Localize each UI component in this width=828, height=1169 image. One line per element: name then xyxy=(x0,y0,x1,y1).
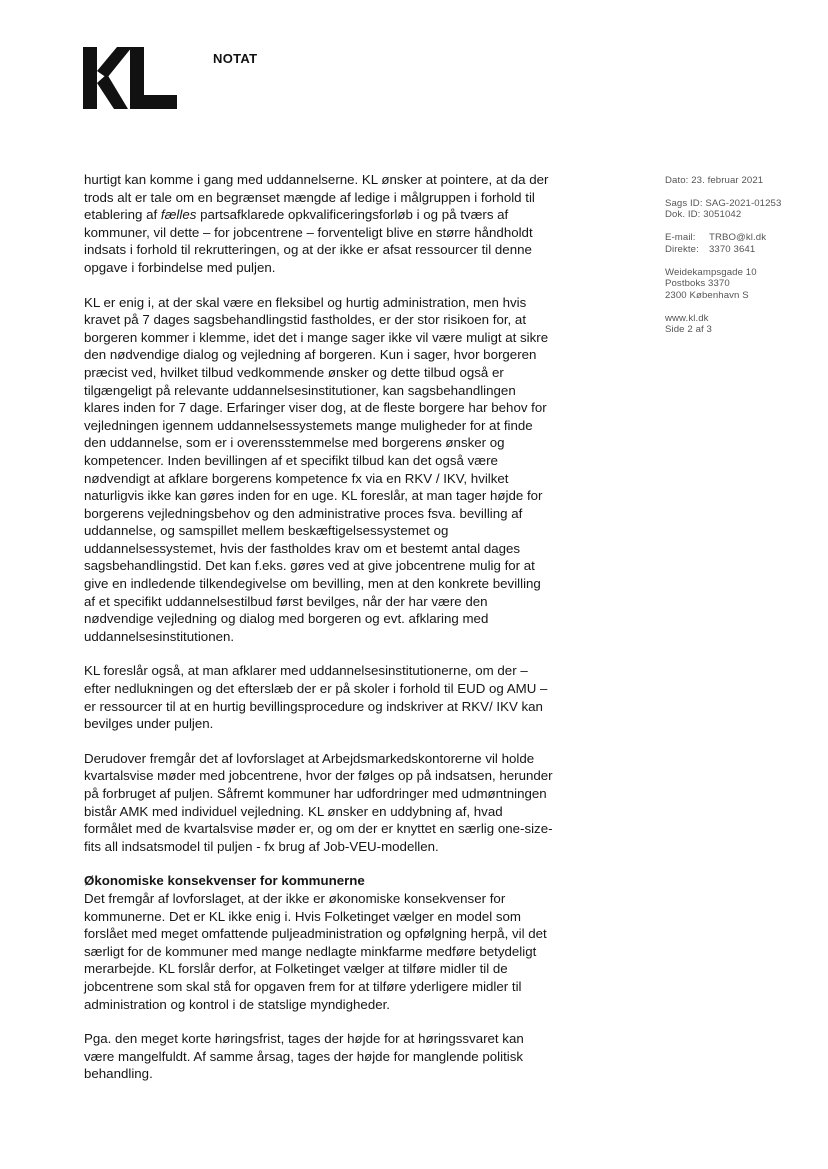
id-group xyxy=(665,198,815,221)
address-line-3: 2300 København S xyxy=(665,289,749,301)
dok-id-label: Dok. ID: xyxy=(665,209,701,221)
paragraph-1-emphasis: fælles xyxy=(160,207,197,223)
direkte-label: Direkte: xyxy=(665,243,699,255)
direkte-row xyxy=(665,244,815,256)
email-row xyxy=(665,232,815,244)
document-metadata xyxy=(665,175,815,347)
kl-logo xyxy=(83,47,177,109)
direkte-phone: 3370 3641 xyxy=(709,243,756,255)
email-link[interactable]: TRBO@kl.dk xyxy=(709,232,767,244)
sags-id-label: Sags ID: xyxy=(665,197,703,209)
document-body xyxy=(84,171,554,1100)
contact-group xyxy=(665,232,815,255)
dok-id: 3051042 xyxy=(703,209,742,221)
paragraph-1 xyxy=(84,171,554,277)
website-link[interactable]: www.kl.dk xyxy=(665,312,709,324)
address-line-1: Weidekampsgade 10 xyxy=(665,266,757,278)
paragraph-5: Det fremgår af lovforslaget, at der ikke er økonomiske konsekvenser for kommunerne. Det er KL ikke enig i. Hvis Folketinget vælger en model som forslået med meget omfattende puljeadministration og opfølgning herpå, vil det særligt for de kommuner med mange nedlagte minkfarme medføre betydeligt merarbejde. KL forslår derfor, at Folketinget vælger at tilføre midler til de jobcentrene som skal stå for opgaven frem for at tilføre yderligere midler til administration og kontrol i de statslige myndigheder. xyxy=(84,890,547,1012)
document-type: NOTAT xyxy=(213,51,258,66)
address-line-2: Postboks 3370 xyxy=(665,278,730,290)
dok-id-row xyxy=(665,209,815,221)
page-number: Side 2 af 3 xyxy=(665,324,712,336)
date-group xyxy=(665,175,815,187)
address-group xyxy=(665,267,815,302)
date: Dato: 23. februar 2021 xyxy=(665,175,764,186)
sags-id: SAG-2021-01253 xyxy=(705,197,782,209)
paragraph-4: Derudover fremgår det af lovforslaget at Arbejdsmarkedskontorerne vil holde kvartalsvise møder med jobcentrene, hvor der følges op på indsatsen, herunder på forbruget af puljen. Såfremt kommuner har udfordringer med udmøntningen bistår AMK med individuel vejledning. KL ønsker en uddybning af, hvad formålet med de kvartalsvise møder er, og om der er knyttet en særlig one-size-fits all indsatsmodel til puljen - fx brug af Job-VEU-modellen. xyxy=(84,750,553,854)
paragraph-1-part-b: partsafklarede opkvalificeringsforløb i og på tværs af kommuner, vil dette – for jobcentrene – forventeligt blive en større håndholdt indsats i forhold til rekrutteringen, og at der ikke er afsat ressourcer til denne opgave i forbindelse med puljen. xyxy=(84,207,533,275)
paragraph-2: KL er enig i, at der skal være en fleksibel og hurtig administration, men hvis kravet på 7 dages sagsbehandlingstid fastholdes, er der stor risikoen for, at borgeren kommer i klemme, idet det i mange sager ikke vil være muligt at sikre den nødvendige dialog og vejledning af borgeren. Kun i sager, hvor borgeren præcist ved, hvilket tilbud vedkommende ønsker og dette tilbud også er tilgængeligt på relevante uddannelsesinstitutioner, kan sagsbehandlingen klares inden for 7 dage. Erfaringer viser dog, at de fleste borgere har behov for vejledningen igennem uddannelsessystemets mange muligheder for at finde den uddannelse, som er i overensstemmelse med borgerens ønsker og kompetencer. Inden bevillingen af et specifikt tilbud kan det også være nødvendigt at afklare borgerens kompetence fx via en RKV / IKV, hvilket naturligvis ikke kan gøres inden for en uge. KL foreslår, at man tager højde for borgerens vejledningsbehov og den administrative proces fsva. bevilling af uddannelse, og samspillet mellem beskæftigelsessystemet og uddannelsessystemet, hvis der fastholdes krav om et bestemt antal dages sagsbehandlingstid. Det kan f.eks. gøres ved at give jobcentrene mulig for at give en indledende tilkendegivelse om bevilling, men at den konkrete bevilling af et specifikt uddannelsestilbud først bevilges, når der har være den nødvendige vejledning og dialog med borgeren og evt. afklaring med uddannelsesinstitutionen. xyxy=(84,294,549,644)
paragraph-1-part-a: hurtigt kan komme i gang med uddannelserne. KL ønsker at pointere, at da der trods alt er tale om en begrænset mængde af ledige i målgruppen i forhold til etablering af xyxy=(84,172,549,223)
section-heading: Økonomiske konsekvenser for kommunerne xyxy=(84,873,365,889)
sags-id-row xyxy=(665,198,815,210)
paragraph-6: Pga. den meget korte høringsfrist, tages der højde for at høringssvaret kan være mangelfuldt. Af samme årsag, tages der højde for manglende politisk behandling. xyxy=(84,1031,524,1082)
email-label: E-mail: xyxy=(665,232,696,244)
paragraph-3: KL foreslår også, at man afklarer med uddannelsesinstitutionerne, om der – efter nedlukningen og det efterslæb der er på skoler i forhold til EUD og AMU – er ressourcer til at en hurtig bevillingsprocedure og indskriver at RKV/ IKV kan bevilges under puljen. xyxy=(84,663,548,732)
web-group xyxy=(665,313,815,336)
